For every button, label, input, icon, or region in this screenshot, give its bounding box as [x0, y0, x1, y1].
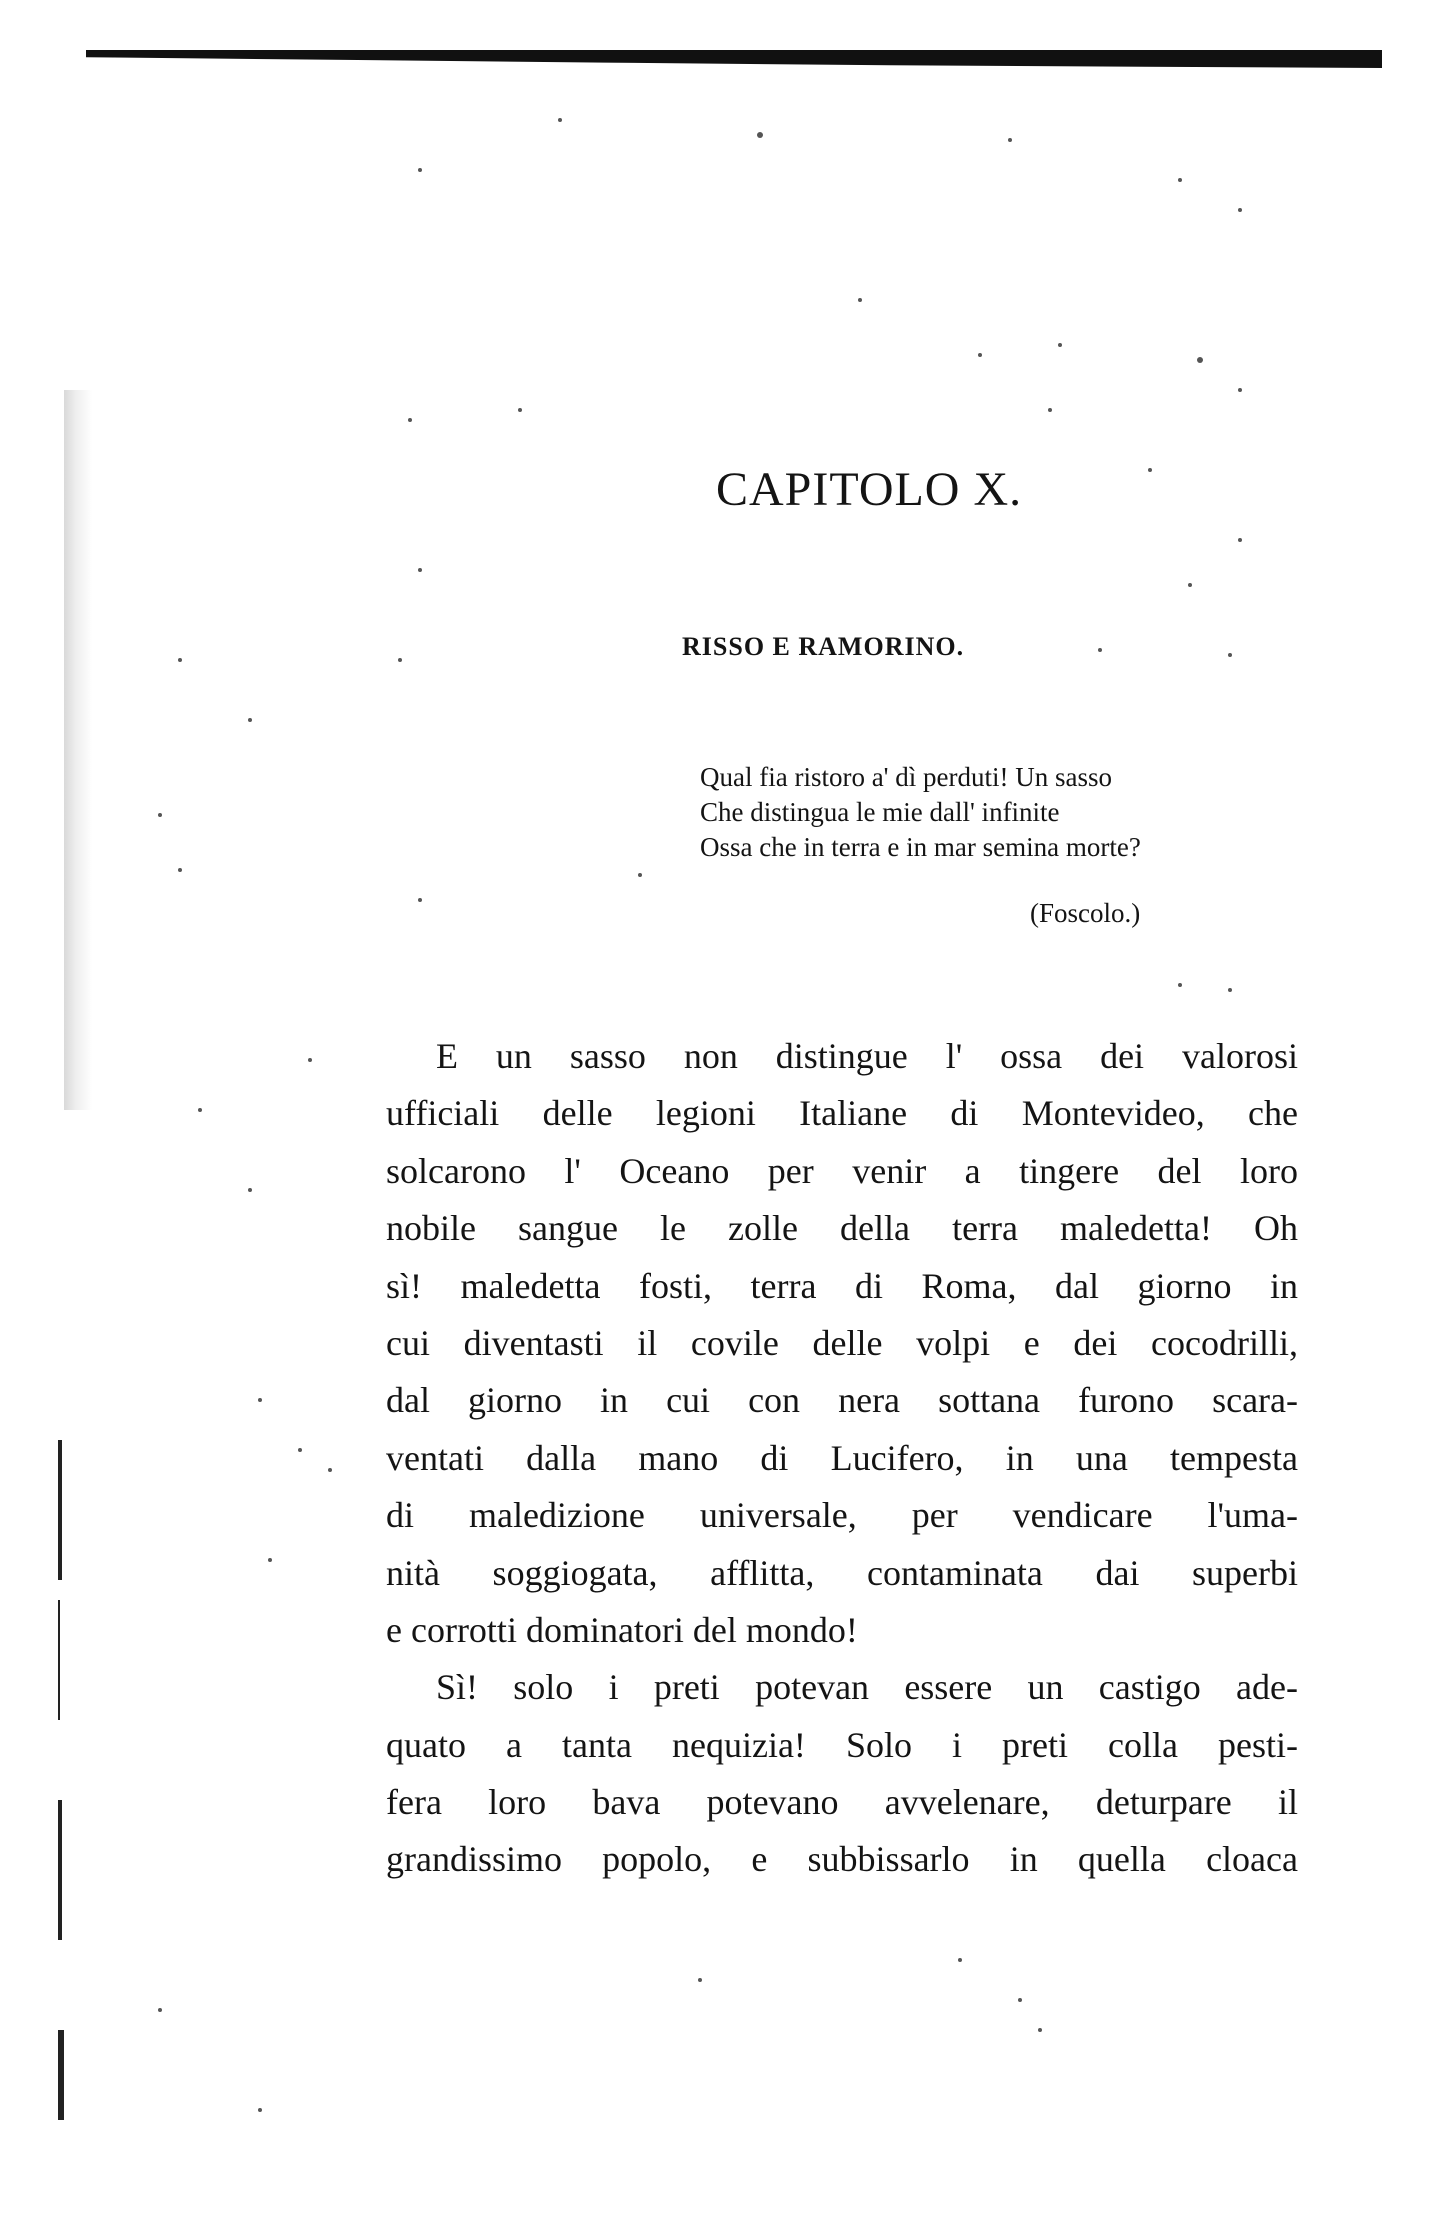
paragraph-line: e corrotti dominatori del mondo!	[386, 1609, 858, 1650]
paragraph-line: nobile sangue le zolle della terra maledetta! Oh	[386, 1208, 1298, 1249]
paragraph-line: sì! maledetta fosti, terra di Roma, dal giorno in	[386, 1265, 1298, 1306]
paragraph-line: cui diventasti il covile delle volpi e dei cocodrilli,	[386, 1322, 1298, 1363]
paragraph-line: Sì! solo i preti potevan essere un castigo ade-	[436, 1667, 1298, 1708]
paragraph-line: nità soggiogata, afflitta, contaminata dai superbi	[386, 1552, 1298, 1593]
paragraph-line: dal giorno in cui con nera sottana furono scara-	[386, 1380, 1298, 1421]
epigraph-attribution: (Foscolo.)	[1030, 898, 1141, 928]
paragraph-line: quato a tanta nequizia! Solo i preti colla pesti-	[386, 1724, 1298, 1765]
paragraph-line: fera loro bava potevano avvelenare, deturpare il	[386, 1782, 1298, 1823]
body-text	[386, 1028, 1298, 1889]
paragraph-line: E un sasso non distingue l' ossa dei valorosi	[436, 1036, 1298, 1076]
epigraph-line: Ossa che in terra e in mar semina morte?	[700, 832, 1141, 862]
paragraph-line: solcarono l' Oceano per venir a tingere del loro	[386, 1150, 1298, 1191]
paragraph-line: di maledizione universale, per vendicare l'uma-	[386, 1495, 1298, 1536]
chapter-title: CAPITOLO X.	[716, 463, 1023, 516]
paragraph-line: grandissimo popolo, e subbissarlo in quella cloaca	[386, 1839, 1298, 1880]
epigraph-line: Che distingua le mie dall' infinite	[700, 797, 1060, 827]
epigraph	[700, 760, 1141, 865]
chapter-subtitle: RISSO E RAMORINO.	[682, 632, 965, 661]
paragraph-line: ufficiali delle legioni Italiane di Montevideo, che	[386, 1093, 1298, 1134]
paragraph-line: ventati dalla mano di Lucifero, in una tempesta	[386, 1437, 1298, 1478]
epigraph-line: Qual fia ristoro a' dì perduti! Un sasso	[700, 762, 1113, 792]
